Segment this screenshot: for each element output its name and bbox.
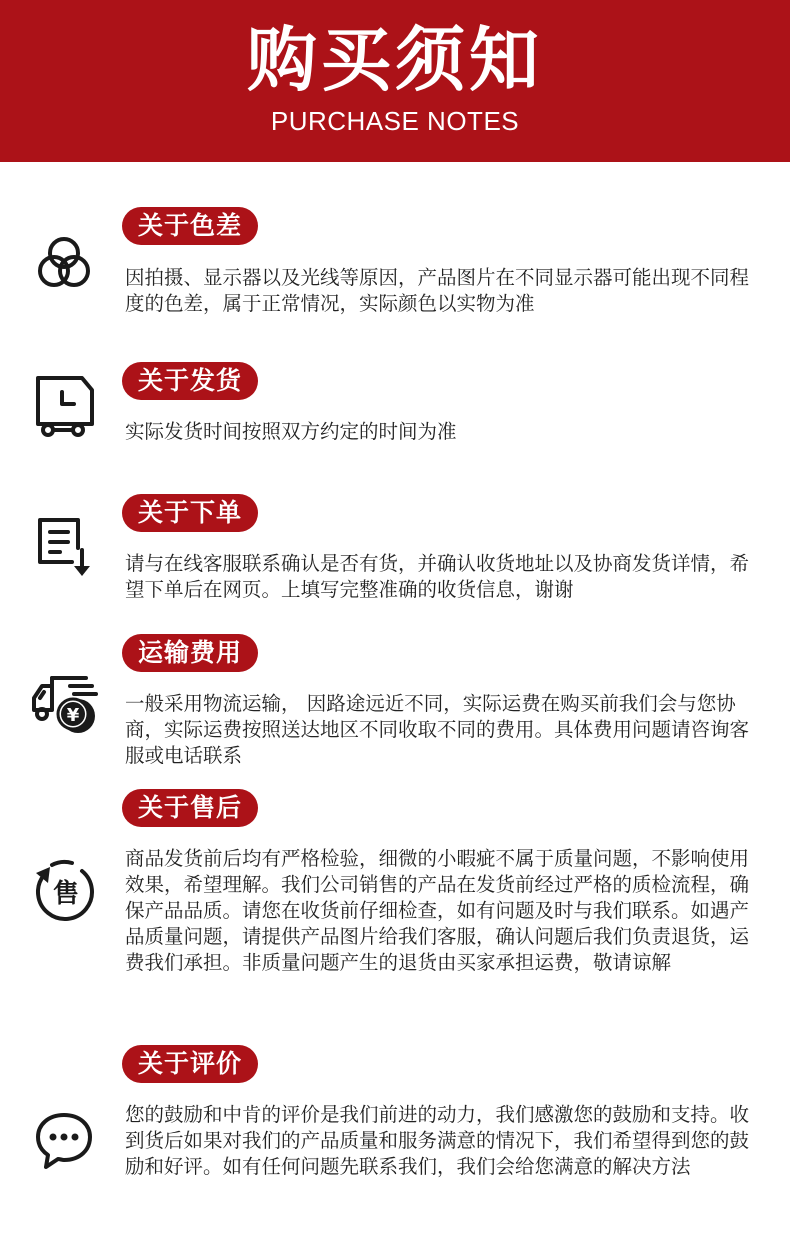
page-title: 购买须知 xyxy=(247,19,543,101)
section-text: 一般采用物流运输， 因路途远近不同，实际运费在购买前我们会与您协商，实际运费按照送达地区不同收取不同的费用。具体费用问题请咨询客服或电话联系 xyxy=(125,692,750,767)
section-color-difference xyxy=(0,207,790,327)
section-text: 请与在线客服联系确认是否有货，并确认收货地址以及协商发货详情，希望下单后在网页。上填写完整准确的收货信息，谢谢 xyxy=(125,552,750,601)
section-title: 关于售后 xyxy=(122,789,258,827)
chat-bubble-icon xyxy=(30,1105,98,1173)
section-title: 关于下单 xyxy=(122,494,258,532)
section-reviews xyxy=(0,1045,790,1215)
section-title: 关于色差 xyxy=(122,207,258,245)
section-text: 您的鼓励和中肯的评价是我们前进的动力，我们感激您的鼓励和支持。收到货后如果对我们的产品质量和服务满意的情况下，我们希望得到您的鼓励和好评。如有任何问题先联系我们，我们会给您满意的解决方法 xyxy=(125,1103,750,1178)
section-title: 运输费用 xyxy=(122,634,258,672)
header-banner xyxy=(0,0,790,162)
section-text: 商品发货前后均有严格检验，细微的小暇疵不属于质量问题，不影响使用效果，希望理解。我们公司销售的产品在发货前经过严格的质检流程，确保产品品质。请您在收货前仔细检查，如有问题及时与我们联系。如遇产品质量问题，请提供产品图片给我们客服，确认问题后我们负责退货，运费我们承担。非质量问题产生的退货由买家承担运费，敬请谅解 xyxy=(125,847,750,974)
section-text: 因拍摄、显示器以及光线等原因，产品图片在不同显示器可能出现不同程度的色差，属于正常情况，实际颜色以实物为准 xyxy=(125,266,750,315)
section-freight xyxy=(0,634,790,774)
section-title: 关于评价 xyxy=(122,1045,258,1083)
delivery-cart-icon xyxy=(30,372,98,440)
section-shipping xyxy=(0,362,790,462)
section-ordering xyxy=(0,494,790,614)
shipping-fee-truck-icon xyxy=(30,670,98,738)
section-title: 关于发货 xyxy=(122,362,258,400)
svg-text:¥: ¥ xyxy=(66,705,80,726)
after-sale-icon-label: 售 xyxy=(52,879,80,909)
page-subtitle: PURCHASE NOTES xyxy=(270,106,520,136)
after-sale-icon xyxy=(30,857,98,925)
order-document-icon xyxy=(30,514,98,582)
section-after-sales xyxy=(0,789,790,1009)
color-circles-icon xyxy=(30,229,98,297)
section-text: 实际发货时间按照双方约定的时间为准 xyxy=(125,420,457,443)
